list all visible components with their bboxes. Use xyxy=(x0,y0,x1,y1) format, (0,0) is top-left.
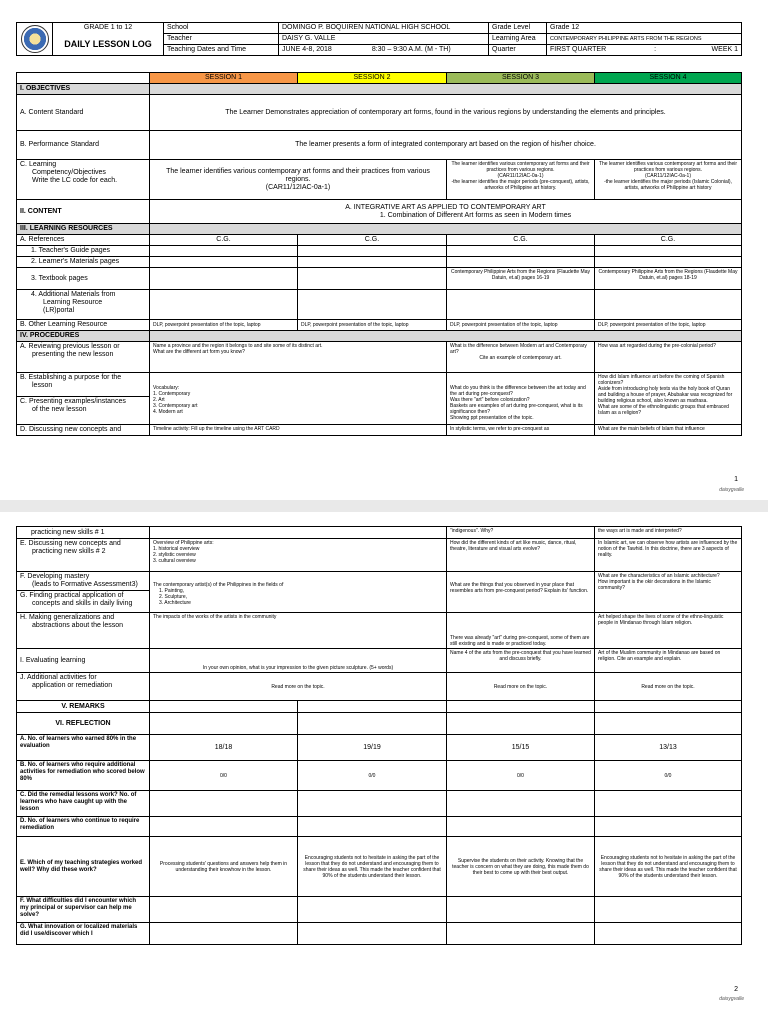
vocab-title: Vocabulary: xyxy=(153,385,180,391)
dates-value xyxy=(279,45,489,56)
refl-f-s1 xyxy=(150,897,298,923)
proc-a-label xyxy=(17,342,150,373)
dates-text: JUNE 4-8, 2018 xyxy=(282,46,332,53)
proc-b-label-line2: lesson xyxy=(32,382,53,389)
reflection-s4 xyxy=(595,713,742,735)
proc-j-s12: Read more on the topic. xyxy=(150,673,447,701)
reflection-s2 xyxy=(298,713,447,735)
competency-label-line3: Write the LC code for each. xyxy=(32,177,118,184)
proc-bc-s4-line: What are some of the ethnolinguistic groups that embraced Islam as a religion? xyxy=(598,404,729,416)
proc-e-label xyxy=(17,539,150,572)
competency-s12-code: (CAR11/12IAC-0a-1) xyxy=(265,183,331,191)
lm-label: 2. Learner's Materials pages xyxy=(17,257,150,268)
content-standard-text: The Learner Demonstrates appreciation of contemporary art forms, found in the various regions by understanding the elements and principles. xyxy=(150,95,742,131)
proc-f-label-line2: (leads to Formative Assessment3) xyxy=(32,581,138,588)
session-4-header: SESSION 4 xyxy=(595,73,742,84)
tg-s4 xyxy=(595,246,742,257)
ref-s1: C.G. xyxy=(150,235,298,246)
refl-a-s1: 18/18 xyxy=(150,735,298,761)
additional-label-line3: (LR)portal xyxy=(43,307,75,314)
additional-label-line1: 4. Additional Materials from xyxy=(31,291,116,298)
refl-d-s4 xyxy=(595,817,742,837)
proc-a-s3 xyxy=(447,342,595,373)
page-number-2: 2 xyxy=(734,986,738,993)
proc-h-s12: The impacts of the works of the artists in the community xyxy=(150,613,447,649)
lm-s4 xyxy=(595,257,742,268)
proc-d-s12: Timeline activity: Fill up the timeline using the ART CARD xyxy=(150,425,447,436)
proc-e-label-line2: practicing new skills # 2 xyxy=(32,548,106,555)
proc-fg-s4-line1: What are the characteristics of an Islamic architecture? xyxy=(598,573,720,579)
overview-item: 3. cultural overview xyxy=(153,558,196,564)
refl-b-s1: 0/0 xyxy=(150,761,298,791)
signature-2: daisygvalle xyxy=(719,996,744,1002)
tb-s4: Contemporary Philippine Arts from the Regions (Flaudette May Datuin, et.al) pages 18-19 xyxy=(595,268,742,290)
add-s3 xyxy=(447,290,595,320)
refl-c-s4 xyxy=(595,791,742,817)
proc-i-label: I. Evaluating learning xyxy=(17,649,150,673)
objectives-heading-fill xyxy=(150,84,742,95)
proc-a-s3-line1: What is the difference between Modern art and Contemporary art? xyxy=(450,343,587,355)
proc-c-label-line1: C. Presenting examples/instances xyxy=(20,398,126,405)
vocab-item: 3. Contemporary art xyxy=(153,403,198,409)
deped-seal-icon xyxy=(21,25,49,53)
proc-h-label-line2: abstractions about the lesson xyxy=(32,622,124,629)
additional-label-line2: Learning Resource xyxy=(43,299,103,306)
competency-s4 xyxy=(595,160,742,200)
proc-bc-s3 xyxy=(447,373,595,425)
other-resource-label: B. Other Learning Resource xyxy=(17,320,150,331)
blank-corner xyxy=(17,73,150,84)
proc-a-s12-line1: Name a province and the region it belongs to and site some of its distinct art. xyxy=(153,343,323,349)
teacher-value: DAISY G. VALLE xyxy=(279,34,489,45)
remarks-s4 xyxy=(595,701,742,713)
competency-s3-extra: -the learner identifies the major periods (pre-conquest), artists, artworks of Philippine art history. xyxy=(451,179,590,191)
proc-d-label-p2: practicing new skills # 1 xyxy=(17,527,150,539)
refl-a-s3: 15/15 xyxy=(447,735,595,761)
grade-level-value: Grade 12 xyxy=(547,23,742,34)
proc-h-s3: There was already "art" during pre-conquest, some of them are still existing and is made or practiced today. xyxy=(447,613,595,649)
competency-s3 xyxy=(447,160,595,200)
resources-heading-fill xyxy=(150,224,742,235)
proc-c-label xyxy=(17,397,150,425)
refl-g-label: G. What innovation or localized materials did I use/discover which I xyxy=(17,923,150,945)
proc-e-s4: In Islamic art, we can observe how artists are influenced by the notion of the Tawhid. In this doctrine, there are 3 aspects of reality. xyxy=(595,539,742,572)
proc-a-label-line2: presenting the new lesson xyxy=(32,351,114,358)
quarter-value xyxy=(547,45,742,56)
proc-e-s12 xyxy=(150,539,447,572)
artists-item: 2. Sculpture, xyxy=(159,594,188,600)
deped-logo-cell xyxy=(17,23,53,56)
proc-a-s4: How was art regarded during the pre-colonial period? xyxy=(595,342,742,373)
proc-f-label xyxy=(17,572,150,591)
proc-bc-s3-line: Baskets are examples of art during pre-conquest, what is its significance then? xyxy=(450,403,583,415)
remarks-s1 xyxy=(150,701,298,713)
refl-g-s4 xyxy=(595,923,742,945)
refl-e-s2: Encouraging students not to hesitate in asking the part of the lesson that they do not understand and encouraging them to share their ideas as well. This made the teacher confident that 90% of the students understand their lesson. xyxy=(298,837,447,897)
content-line1: A. INTEGRATIVE ART AS APPLIED TO CONTEMPORARY ART xyxy=(345,203,546,211)
proc-f-label-line1: F. Developing mastery xyxy=(20,573,90,580)
competency-s12 xyxy=(150,160,447,200)
proc-a-label-line1: A. Reviewing previous lesson or xyxy=(20,343,120,350)
ref-s3: C.G. xyxy=(447,235,595,246)
signature-1: daisygvalle xyxy=(719,487,744,493)
procedures-heading-fill xyxy=(150,331,742,342)
proc-g-label-line2: concepts and skills in daily living xyxy=(32,600,133,607)
tb-s2 xyxy=(298,268,447,290)
refl-b-label: B. No. of learners who require additional activities for remediation who scored below 80% xyxy=(17,761,150,791)
artists-item: 1. Painting, xyxy=(159,588,185,594)
remarks-heading: V. REMARKS xyxy=(17,701,150,713)
content-standard-label: A. Content Standard xyxy=(17,95,150,131)
lesson-table-p2 xyxy=(16,526,742,945)
page-number-1: 1 xyxy=(734,476,738,483)
proc-c-label-line2: of the new lesson xyxy=(32,406,87,413)
proc-j-label-line2: application or remediation xyxy=(32,682,113,689)
refl-b-s3: 0/0 xyxy=(447,761,595,791)
objectives-heading: I. OBJECTIVES xyxy=(17,84,150,95)
proc-fg-s12 xyxy=(150,572,447,613)
procedures-heading: IV. PROCEDURES xyxy=(17,331,150,342)
proc-i-s3: Name 4 of the arts from the pre-conquest that you have learned and discuss briefly. xyxy=(447,649,595,673)
proc-h-label-line1: H. Making generalizations and xyxy=(20,614,115,621)
vocab-item: 1. Contemporary xyxy=(153,391,191,397)
content-line2: 1. Combination of Different Art forms as seen in Modern times xyxy=(379,211,572,219)
competency-s4-text: The learner identifies various contemporary art forms and their practices from various regions. xyxy=(598,161,738,173)
dates-label: Teaching Dates and Time xyxy=(164,45,279,56)
school-label: School xyxy=(164,23,279,34)
content-text xyxy=(150,200,742,224)
competency-s3-code: (CAR11/12IAC-0a-1) xyxy=(497,173,544,179)
learning-area-label: Learning Area xyxy=(489,34,547,45)
remarks-s3 xyxy=(447,701,595,713)
week-separator: : xyxy=(654,46,657,53)
learning-area-value: CONTEMPORARY PHILIPPINE ARTS FROM THE REGIONS xyxy=(547,34,742,45)
proc-d-s3-p2: "indigenous". Why? xyxy=(447,527,595,539)
other-s2: DLP, powerpoint presentation of the topic, laptop xyxy=(298,320,447,331)
reflection-s1 xyxy=(150,713,298,735)
refl-e-s1: Processing students' questions and answers help them in understanding their knowhow in the lesson. xyxy=(150,837,298,897)
competency-s4-extra: -the learner identifies the major periods (Islamic Colonial), artists, artworks of Philippine art history xyxy=(604,179,732,191)
artists-item: 3. Architecture xyxy=(159,600,191,606)
time-text: 8:30 – 9:30 A.M. (M - TH) xyxy=(371,46,451,53)
proc-g-label xyxy=(17,591,150,613)
other-s4: DLP, powerpoint presentation of the topic, laptop xyxy=(595,320,742,331)
competency-s3-text: The learner identifies various contemporary art forms and their practices from various regions. xyxy=(451,161,590,173)
content-heading: II. CONTENT xyxy=(17,200,150,224)
vocab-item: 4. Modern art xyxy=(153,409,183,415)
refl-f-s4 xyxy=(595,897,742,923)
tg-s2 xyxy=(298,246,447,257)
proc-b-label xyxy=(17,373,150,397)
grade-level-label: Grade Level xyxy=(489,23,547,34)
proc-bc-s3-line: What do you think is the difference between the art today and the art during pre-conquest? xyxy=(450,385,586,397)
refl-g-s1 xyxy=(150,923,298,945)
vocab-item: 2. Art xyxy=(153,397,165,403)
page-gap xyxy=(0,500,768,512)
proc-e-s3: How did the different kinds of art like music, dance, ritual, theatre, literature and visual arts evolve? xyxy=(447,539,595,572)
tb-label: 3. Textbook pages xyxy=(17,268,150,290)
competency-s12-text: The learner identifies various contemporary art forms and their practices from various regions. xyxy=(166,167,430,183)
refl-e-s3: Supervise the students on their activity. Knowing that the teacher is concern on what they are doing, this made them do their best to come up with their best output. xyxy=(447,837,595,897)
quarter-text: FIRST QUARTER xyxy=(550,46,607,53)
refl-g-s3 xyxy=(447,923,595,945)
refl-a-s2: 19/19 xyxy=(298,735,447,761)
proc-i-s4: Art of the Muslim community in Mindanao are based on religion. Cite an example and explain. xyxy=(595,649,742,673)
proc-j-s4: Read more on the topic. xyxy=(595,673,742,701)
overview-item: 2. stylistic overview xyxy=(153,552,196,558)
proc-fg-s3: What are the things that you observed in your place that resembles arts from pre-conquest period? Explain its' function. xyxy=(447,572,595,613)
proc-fg-s4-line2: How important is the okir decorations in the Islamic community? xyxy=(598,579,711,591)
resources-heading: III. LEARNING RESOURCES xyxy=(17,224,150,235)
tb-s3: Contemporary Philippine Arts from the Regions (Flaudette May Datuin, et.al) pages 16-19 xyxy=(447,268,595,290)
performance-standard-text: The learner presents a form of integrated contemporary art based on the region of his/her choice. xyxy=(150,131,742,160)
lm-s1 xyxy=(150,257,298,268)
tg-s1 xyxy=(150,246,298,257)
proc-d-s3-p1: In stylistic terms, we refer to pre-conquest as xyxy=(447,425,595,436)
artists-title: The contemporary artist(s) of the Philippines in the fields of xyxy=(153,582,284,588)
overview-item: 1. historical overview xyxy=(153,546,200,552)
refl-d-s2 xyxy=(298,817,447,837)
refl-c-s1 xyxy=(150,791,298,817)
proc-e-label-line1: E. Discussing new concepts and xyxy=(20,540,121,547)
proc-j-label-line1: J. Additional activities for xyxy=(20,674,97,681)
refl-e-s4: Encouraging students not to hesitate in asking the part of the lesson that they do not understand and encouraging them to share their ideas as well. This made the teacher confident that 90% of the students understand their lesson. xyxy=(595,837,742,897)
proc-bc-s12 xyxy=(150,373,447,425)
refl-a-s4: 13/13 xyxy=(595,735,742,761)
ref-s2: C.G. xyxy=(298,235,447,246)
refl-d-s1 xyxy=(150,817,298,837)
add-s4 xyxy=(595,290,742,320)
proc-a-s3-line2: Cite an example of contemporary art. xyxy=(479,355,562,361)
reflection-s3 xyxy=(447,713,595,735)
session-1-header: SESSION 1 xyxy=(150,73,298,84)
competency-s4-code: (CAR11/12IAC-0a-1) xyxy=(644,173,692,179)
reflection-heading: VI. REFLECTION xyxy=(17,713,150,735)
proc-g-label-line1: G. Finding practical application of xyxy=(20,592,124,599)
lm-s2 xyxy=(298,257,447,268)
refl-e-label: E. Which of my teaching strategies worked well? Why did these work? xyxy=(17,837,150,897)
proc-a-s12-line2: What are the different art form you know? xyxy=(153,349,245,355)
proc-bc-s4 xyxy=(595,373,742,425)
competency-label xyxy=(17,160,150,200)
other-s3: DLP, powerpoint presentation of the topic, laptop xyxy=(447,320,595,331)
refl-d-s3 xyxy=(447,817,595,837)
proc-d-s12-cont xyxy=(150,527,447,539)
other-s1: DLP, powerpoint presentation of the topic, laptop xyxy=(150,320,298,331)
doc-title: DAILY LESSON LOG xyxy=(53,34,164,56)
competency-label-line2: Competency/Objectives xyxy=(32,169,106,176)
ref-s4: C.G. xyxy=(595,235,742,246)
refl-f-s3 xyxy=(447,897,595,923)
add-s1 xyxy=(150,290,298,320)
grade-range: GRADE 1 to 12 xyxy=(53,23,164,34)
proc-bc-s4-line: Aside from introducing holy texts via the holy book of Quran and building a house of prayer, Abubakar was recognized for building religious school, also known as madrasa. xyxy=(598,386,733,404)
session-3-header: SESSION 3 xyxy=(447,73,595,84)
tg-label: 1. Teacher's Guide pages xyxy=(17,246,150,257)
proc-bc-s4-line: How did Islam influence art before the coming of Spanish colonizers? xyxy=(598,374,725,386)
proc-h-s4: Art helped shape the lives of some of the ethno-linguistic people in Mindanao through Islam religion. xyxy=(595,613,742,649)
school-value: DOMINGO P. BOQUIREN NATIONAL HIGH SCHOOL xyxy=(279,23,489,34)
week-text: WEEK 1 xyxy=(711,46,738,53)
refl-f-s2 xyxy=(298,897,447,923)
refl-c-s3 xyxy=(447,791,595,817)
refl-c-label: C. Did the remedial lessons work? No. of learners who have caught up with the lesson xyxy=(17,791,150,817)
refl-a-label: A. No. of learners who earned 80% in the evaluation xyxy=(17,735,150,761)
proc-d-s4-p1: What are the main beliefs of Islam that influence xyxy=(595,425,742,436)
refl-d-label: D. No. of learners who continue to require remediation xyxy=(17,817,150,837)
proc-h-label xyxy=(17,613,150,649)
proc-j-s3: Read more on the topic. xyxy=(447,673,595,701)
proc-a-s12 xyxy=(150,342,447,373)
lesson-table-p1 xyxy=(16,72,742,436)
tg-s3 xyxy=(447,246,595,257)
session-2-header: SESSION 2 xyxy=(298,73,447,84)
refl-b-s4: 0/0 xyxy=(595,761,742,791)
additional-materials-label xyxy=(17,290,150,320)
refl-c-s2 xyxy=(298,791,447,817)
proc-j-label xyxy=(17,673,150,701)
remarks-s2 xyxy=(298,701,447,713)
proc-d-s4-p2: the ways art is made and interpreted? xyxy=(595,527,742,539)
refl-b-s2: 0/0 xyxy=(298,761,447,791)
refl-g-s2 xyxy=(298,923,447,945)
proc-d-label-p1: D. Discussing new concepts and xyxy=(17,425,150,436)
quarter-label: Quarter xyxy=(489,45,547,56)
teacher-label: Teacher xyxy=(164,34,279,45)
overview-title: Overview of Philippine arts: xyxy=(153,540,214,546)
proc-i-s12: In your own opinion, what is your impression to the given picture sculpture. (5+ words) xyxy=(150,649,447,673)
proc-bc-s3-line: Showing ppt presentation of the topic. xyxy=(450,415,534,421)
proc-b-label-line1: B. Establishing a purpose for the xyxy=(20,374,122,381)
header-table xyxy=(16,22,742,56)
tb-s1 xyxy=(150,268,298,290)
performance-standard-label: B. Performance Standard xyxy=(17,131,150,160)
competency-label-line1: C. Learning xyxy=(20,161,57,168)
proc-bc-s3-line: Was there "art" before colonization? xyxy=(450,397,530,403)
references-label: A. References xyxy=(17,235,150,246)
page-1 xyxy=(0,0,768,500)
lm-s3 xyxy=(447,257,595,268)
proc-fg-s4 xyxy=(595,572,742,613)
refl-f-label: F. What difficulties did I encounter which my principal or supervisor can help me solve? xyxy=(17,897,150,923)
add-s2 xyxy=(298,290,447,320)
page-2 xyxy=(0,512,768,1024)
